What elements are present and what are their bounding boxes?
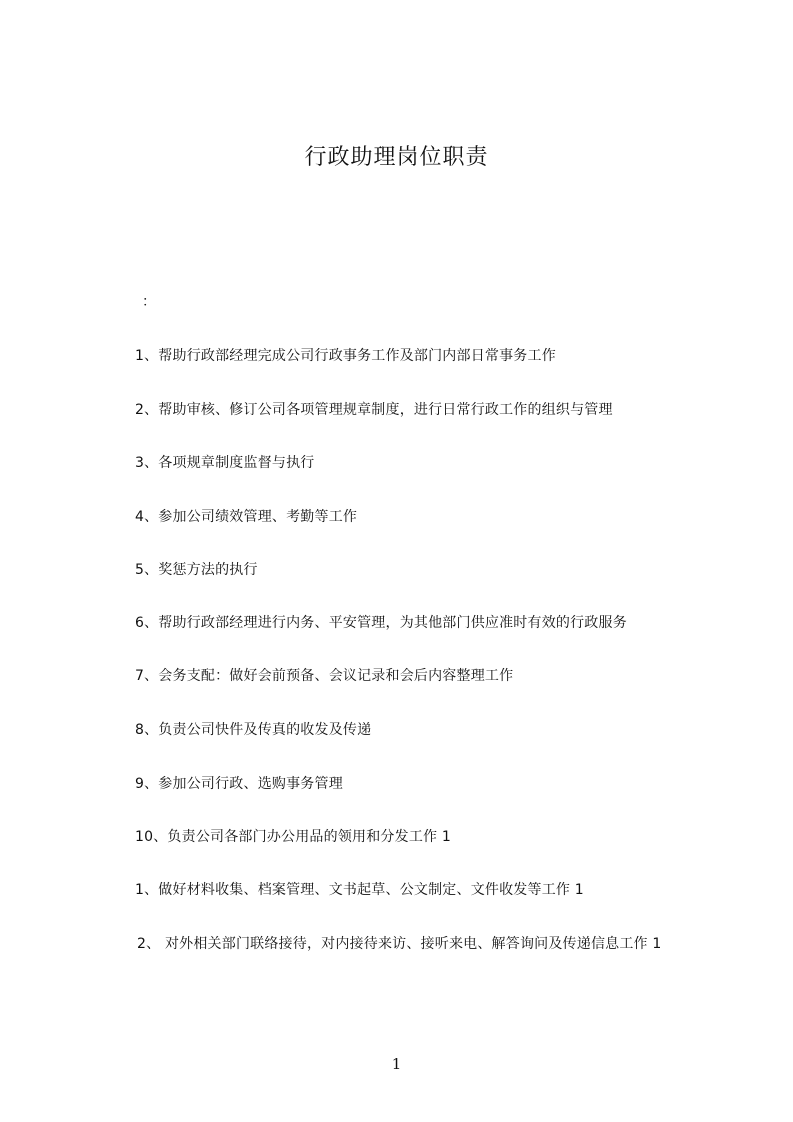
duty-item-7: 7、会务支配：做好会前预备、会议记录和会后内容整理工作 bbox=[135, 668, 514, 684]
duty-item-1: 1、帮助行政部经理完成公司行政事务工作及部门内部日常事务工作 bbox=[135, 348, 556, 364]
duty-item-9: 9、参加公司行政、选购事务管理 bbox=[135, 776, 343, 792]
duty-item-6: 6、帮助行政部经理进行内务、平安管理，为其他部门供应准时有效的行政服务 bbox=[135, 615, 627, 631]
duty-item-12-text: 2、 对外相关部门联络接待，对内接待来访、接听来电、解答询问及传递信息工作 1 bbox=[137, 936, 662, 952]
page-number: 1 bbox=[391, 1055, 402, 1073]
duty-item-11: 1、做好材料收集、档案管理、文书起草、公文制定、文件收发等工作 1 bbox=[135, 882, 584, 898]
duty-item-2: 2、帮助审核、修订公司各项管理规章制度，进行日常行政工作的组织与管理 bbox=[135, 402, 613, 418]
duty-item-5: 5、奖惩方法的执行 bbox=[135, 562, 258, 578]
duty-item-8: 8、负责公司快件及传真的收发及传递 bbox=[135, 722, 372, 738]
duty-item-10: 10、负责公司各部门办公用品的领用和分发工作 1 bbox=[135, 829, 451, 845]
intro-colon: ： bbox=[142, 294, 156, 310]
duty-item-12 bbox=[103, 932, 713, 956]
page-title: 行政助理岗位职责 bbox=[304, 145, 489, 170]
duty-item-3: 3、各项规章制度监督与执行 bbox=[135, 455, 315, 471]
duty-item-4: 4、参加公司绩效管理、考勤等工作 bbox=[135, 509, 358, 525]
